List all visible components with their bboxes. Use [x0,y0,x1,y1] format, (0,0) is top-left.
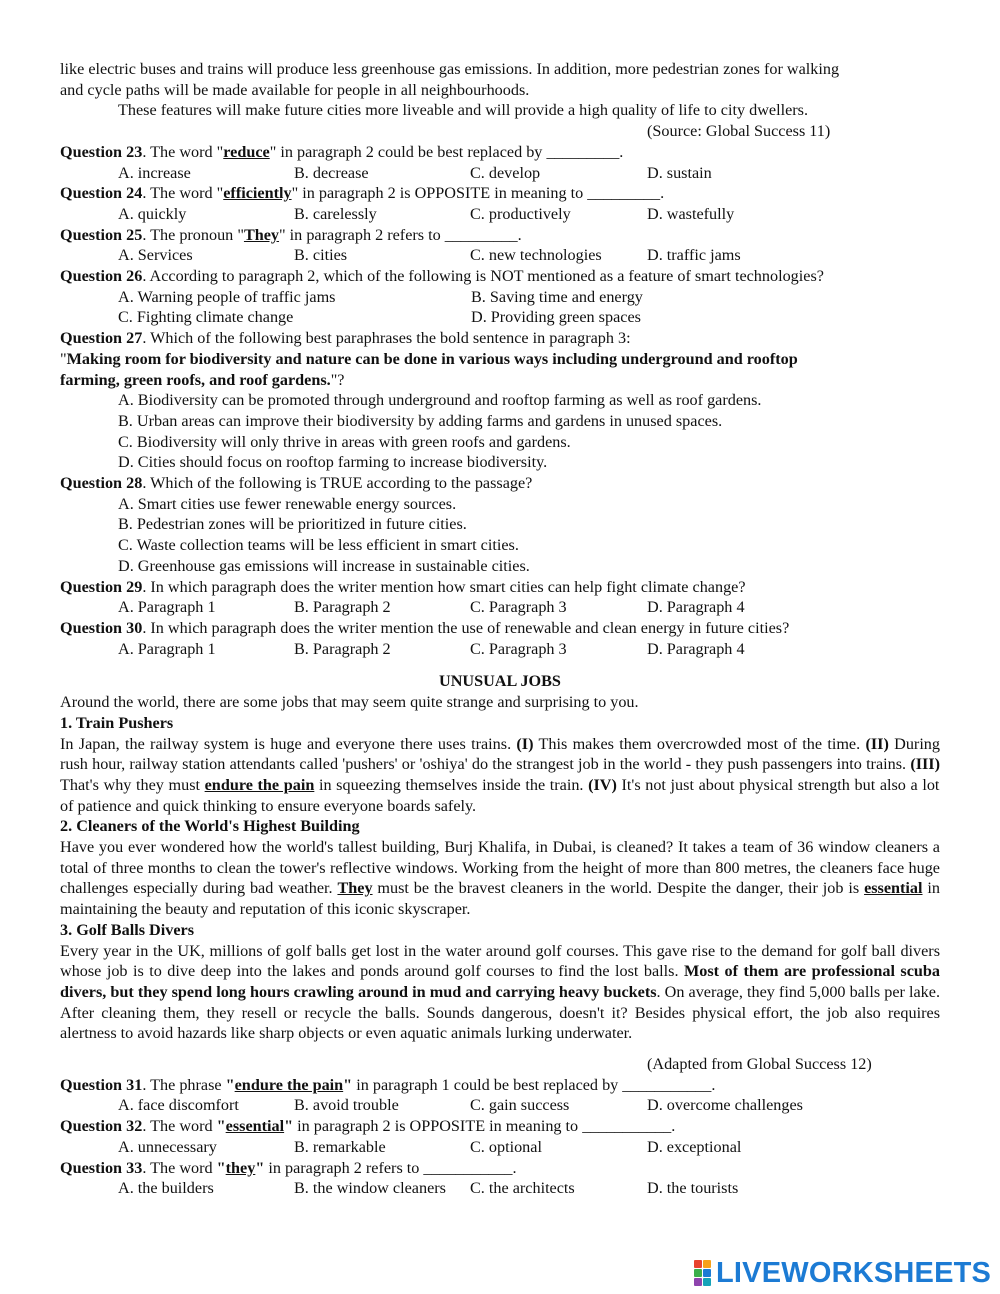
option-c[interactable]: C. Biodiversity will only thrive in areas with green roofs and gardens. [118,432,571,451]
q25-options [60,245,940,266]
option-a[interactable]: A. Paragraph 1 [118,598,216,617]
section-heading: 3. Golf Balls Divers [60,920,194,939]
option-b[interactable]: B. carelessly [294,204,377,223]
option-c[interactable]: C. optional [470,1137,542,1156]
option-d[interactable]: D. Providing green spaces [471,308,641,327]
section-heading: 2. Cleaners of the World's Highest Building [60,817,360,836]
intro-line: These features will make future cities more liveable and will provide a high quality of life to city dwellers. [118,101,808,120]
paragraph-2: Have you ever wondered how the world's tallest building, Burj Khalifa, in Dubai, is cleaned? It takes a team of 36 window cleaners a total of three months to clean the tower's reflective windows. Working from the height of more than 800 metres, the cleaners face huge challenges especially during bad weather. They must be the bravest cleaners in the world. Despite the danger, their job is essential in maintaining the beauty and reputation of this iconic skyscraper. [60,838,940,919]
keyword: reduce [223,142,270,161]
question-31: Question 31. The phrase "endure the pain" in paragraph 1 could be best replaced by ___________. [60,1075,716,1094]
logo-tile [694,1269,702,1277]
question-23: Question 23. The word "reduce" in paragraph 2 could be best replaced by _________. [60,142,624,161]
option-a[interactable]: A. Warning people of traffic jams [118,287,336,306]
option-b[interactable]: B. avoid trouble [294,1096,399,1115]
source-citation: (Source: Global Success 11) [647,122,831,141]
option-b[interactable]: B. Urban areas can improve their biodiversity by adding farms and gardens in unused spaces. [118,411,723,430]
option-a[interactable]: A. quickly [118,204,187,223]
section-heading: 1. Train Pushers [60,713,174,732]
keyword: essential [225,1117,285,1136]
question-30: Question 30. In which paragraph does the writer mention the use of renewable and clean energy in future cities? [60,618,790,637]
q23-options [60,163,940,184]
paragraph-1: In Japan, the railway system is huge and everyone there uses trains. (I) This makes them overcrowded most of the time. (II) During rush hour, railway station attendants called 'pushers' or 'oshiya' do the strangest job in the world - they push passengers into trains. (III) That's why they must endure the pain in squeezing themselves inside the train. (IV) It's not just about physical strength but also a lot of patience and quick thinking to ensure everyone boards safely. [60,734,940,815]
option-a[interactable]: A. Services [118,246,193,265]
option-b[interactable]: B. decrease [294,163,369,182]
option-d[interactable]: D. the tourists [647,1179,739,1198]
source-citation: (Adapted from Global Success 12) [647,1055,872,1074]
logo-tile [694,1260,702,1268]
option-c[interactable]: C. productively [470,204,571,223]
q30-options [60,639,940,660]
q29-options [60,597,940,618]
option-c[interactable]: C. Paragraph 3 [470,639,567,658]
option-d[interactable]: D. overcome challenges [647,1096,803,1115]
option-b[interactable]: B. remarkable [294,1137,386,1156]
question-26: Question 26. According to paragraph 2, which of the following is NOT mentioned as a feature of smart technologies? [60,267,824,286]
q32-options [60,1137,940,1158]
liveworksheets-logo[interactable] [694,1257,991,1289]
logo-tile [703,1278,711,1286]
option-c[interactable]: C. new technologies [470,246,602,265]
logo-grid-icon [694,1260,712,1286]
logo-text: LIVEWORKSHEETS [716,1256,992,1289]
intro-line: like electric buses and trains will produce less greenhouse gas emissions. In addition, more pedestrian zones for walking [60,60,840,78]
option-b[interactable]: B. Paragraph 2 [294,639,391,658]
question-33: Question 33. The word "they" in paragraph 2 refers to ___________. [60,1158,517,1177]
intro-line: and cycle paths will be made available for people in all neighbourhoods. [60,80,530,99]
option-d[interactable]: D. Paragraph 4 [647,598,745,617]
option-d[interactable]: D. Paragraph 4 [647,639,745,658]
q33-options [60,1178,940,1199]
passage-title: UNUSUAL JOBS [439,672,561,691]
option-a[interactable]: A. increase [118,163,191,182]
option-b[interactable]: B. Paragraph 2 [294,598,391,617]
q31-options [60,1095,940,1116]
keyword: they [225,1158,256,1177]
keyword: efficiently [223,184,292,203]
option-d[interactable]: D. traffic jams [647,246,741,265]
q24-options [60,204,940,225]
option-d[interactable]: D. Greenhouse gas emissions will increase in sustainable cities. [118,556,530,575]
option-b[interactable]: B. Pedestrian zones will be prioritized in future cities. [118,515,467,534]
q27-quote: farming, green roofs, and roof gardens."? [60,370,345,389]
option-a[interactable]: A. Biodiversity can be promoted through underground and rooftop farming as well as roof gardens. [118,391,762,410]
option-b[interactable]: B. Saving time and energy [471,287,643,306]
option-c[interactable]: C. gain success [470,1096,570,1115]
option-c[interactable]: C. Paragraph 3 [470,598,567,617]
logo-tile [694,1278,702,1286]
option-a[interactable]: A. face discomfort [118,1096,239,1115]
question-28: Question 28. Which of the following is TRUE according to the passage? [60,474,533,493]
option-a[interactable]: A. unnecessary [118,1137,217,1156]
worksheet-page [60,59,940,1199]
option-c[interactable]: C. develop [470,163,541,182]
keyword: endure the pain [204,775,315,794]
keyword: They [337,879,373,898]
paragraph-3: Every year in the UK, millions of golf balls get lost in the water around golf courses. This gave rise to the demand for golf ball divers whose job is to dive deep into the lakes and ponds around golf courses to find the lost balls. Most of them are professional scuba divers, but they spend long hours crawling around in mud and carrying heavy buckets. On average, they find 5,000 balls per lake. After cleaning them, they resell or recycle the balls. Sounds dangerous, doesn't it? Besides physical effort, the job also requires alertness to avoid hazards like sharp objects or even aquatic animals lurking underwater. [60,941,941,1043]
keyword: They [243,225,280,244]
option-c[interactable]: C. the architects [470,1179,575,1198]
option-c[interactable]: C. Waste collection teams will be less efficient in smart cities. [118,536,519,555]
logo-tile [703,1269,711,1277]
question-27: Question 27. Which of the following best paraphrases the bold sentence in paragraph 3: [60,329,631,348]
option-c[interactable]: C. Fighting climate change [118,308,294,327]
option-a[interactable]: A. Smart cities use fewer renewable energy sources. [118,494,457,513]
option-a[interactable]: A. the builders [118,1179,214,1198]
passage-intro: Around the world, there are some jobs that may seem quite strange and surprising to you. [60,693,639,712]
question-32: Question 32. The word "essential" in paragraph 2 is OPPOSITE in meaning to ___________. [60,1117,676,1136]
q26-options-row [60,287,940,308]
question-25: Question 25. The pronoun "They" in paragraph 2 refers to _________. [60,225,522,244]
question-24: Question 24. The word "efficiently" in paragraph 2 is OPPOSITE in meaning to _________. [60,184,665,203]
option-d[interactable]: D. sustain [647,163,712,182]
logo-tile [703,1260,711,1268]
q26-options-row [60,307,940,328]
q27-quote: "Making room for biodiversity and nature can be done in various ways including underground and rooftop [60,349,798,368]
keyword: essential [864,879,923,898]
option-b[interactable]: B. cities [294,246,348,265]
option-a[interactable]: A. Paragraph 1 [118,639,216,658]
question-29: Question 29. In which paragraph does the writer mention how smart cities can help fight climate change? [60,577,746,596]
option-d[interactable]: D. wastefully [647,204,735,223]
keyword: endure the pain [234,1075,344,1094]
option-b[interactable]: B. the window cleaners [294,1179,446,1198]
option-d[interactable]: D. Cities should focus on rooftop farming to increase biodiversity. [118,453,548,472]
option-d[interactable]: D. exceptional [647,1137,742,1156]
